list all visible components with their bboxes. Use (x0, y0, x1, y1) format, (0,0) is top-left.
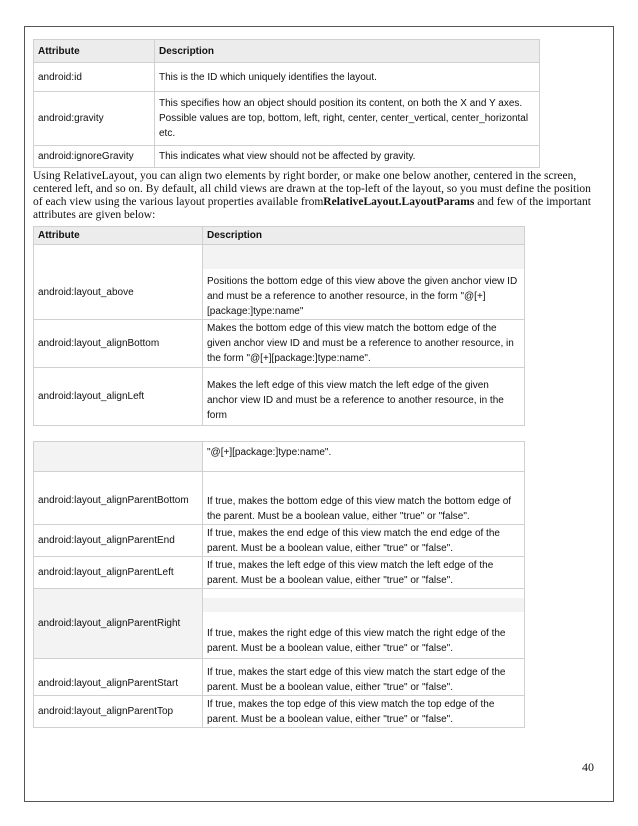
description-cell: This is the ID which uniquely identifies the layout. (155, 63, 540, 92)
paragraph-bold-class: RelativeLayout.LayoutParams (323, 196, 475, 208)
attribute-cell: android:ignoreGravity (34, 146, 155, 168)
table-row (34, 472, 525, 525)
table-row (34, 589, 525, 659)
table-row (34, 146, 540, 168)
header-attribute: Attribute (34, 227, 203, 245)
description-text: If true, makes the right edge of this view match the right edge of the parent. Must be a boolean value, either "true" or "false". (207, 628, 506, 654)
description-cell (203, 245, 525, 320)
header-description: Description (155, 40, 540, 63)
attribute-cell: android:layout_alignParentEnd (34, 525, 203, 557)
attribute-cell: android:layout_alignParentRight (34, 589, 203, 659)
attributes-table-layout-1 (33, 226, 525, 426)
attribute-cell: android:layout_alignParentStart (34, 659, 203, 696)
attribute-cell: android:gravity (34, 92, 155, 146)
table-row (34, 320, 525, 368)
attribute-cell: android:layout_alignParentBottom (34, 472, 203, 525)
attribute-cell: android:id (34, 63, 155, 92)
description-text: Positions the bottom edge of this view above the given anchor view ID and must be a reference to another resource, in the form "@[+][package:]type:name" (207, 276, 518, 317)
description-blank-band (203, 245, 524, 269)
description-cell: Makes the bottom edge of this view match the bottom edge of the given anchor view ID and must be a reference to another resource, in the form "@[+][package:]type:name". (203, 320, 525, 368)
description-cell: This specifies how an object should position its content, on both the X and Y axes. Possible values are top, bottom, left, right, center, center_vertical, center_horizontal etc. (155, 92, 540, 146)
table-row (34, 659, 525, 696)
table-row (34, 245, 525, 320)
table-row (34, 525, 525, 557)
description-cell: "@[+][package:]type:name". (203, 442, 525, 472)
attribute-cell: android:layout_alignLeft (34, 368, 203, 426)
table-row (34, 557, 525, 589)
description-cell: This indicates what view should not be affected by gravity. (155, 146, 540, 168)
description-cell: If true, makes the bottom edge of this view match the bottom edge of the parent. Must be a boolean value, either "true" or "false". (203, 472, 525, 525)
attributes-table-layout-2 (33, 441, 525, 728)
attribute-cell (34, 442, 203, 472)
table-row (34, 696, 525, 728)
description-cell: If true, makes the left edge of this view match the left edge of the parent. Must be a boolean value, either "true" or "false". (203, 557, 525, 589)
table-row (34, 368, 525, 426)
body-paragraph (33, 170, 593, 222)
table-row (34, 92, 540, 146)
description-cell: If true, makes the top edge of this view match the top edge of the parent. Must be a boolean value, either "true" or "false". (203, 696, 525, 728)
description-blank-band (203, 598, 524, 612)
table-header-row (34, 40, 540, 63)
paragraph-text: Using RelativeLayout, you can align two elements by right border, or make one below another, centered in the screen, centered left, and so on. By default, all child views are drawn at the top-left of the layout, so you must define the position of each view using the various layout properties available from (33, 170, 591, 208)
attribute-cell: android:layout_above (34, 245, 203, 320)
attribute-cell: android:layout_alignBottom (34, 320, 203, 368)
paragraph-tail: and few of the important attributes are given below: (33, 196, 591, 221)
description-cell: If true, makes the end edge of this view match the end edge of the parent. Must be a boolean value, either "true" or "false". (203, 525, 525, 557)
description-cell: Makes the left edge of this view match the left edge of the given anchor view ID and must be a reference to another resource, in the form (203, 368, 525, 426)
page-number: 40 (582, 760, 594, 774)
attribute-cell: android:layout_alignParentTop (34, 696, 203, 728)
description-cell: If true, makes the start edge of this view match the start edge of the parent. Must be a boolean value, either "true" or "false". (203, 659, 525, 696)
description-cell (203, 589, 525, 659)
table-header-row (34, 227, 525, 245)
table-row (34, 63, 540, 92)
table-row (34, 442, 525, 472)
header-description: Description (203, 227, 525, 245)
attributes-table-general (33, 39, 540, 168)
attribute-cell: android:layout_alignParentLeft (34, 557, 203, 589)
header-attribute: Attribute (34, 40, 155, 63)
